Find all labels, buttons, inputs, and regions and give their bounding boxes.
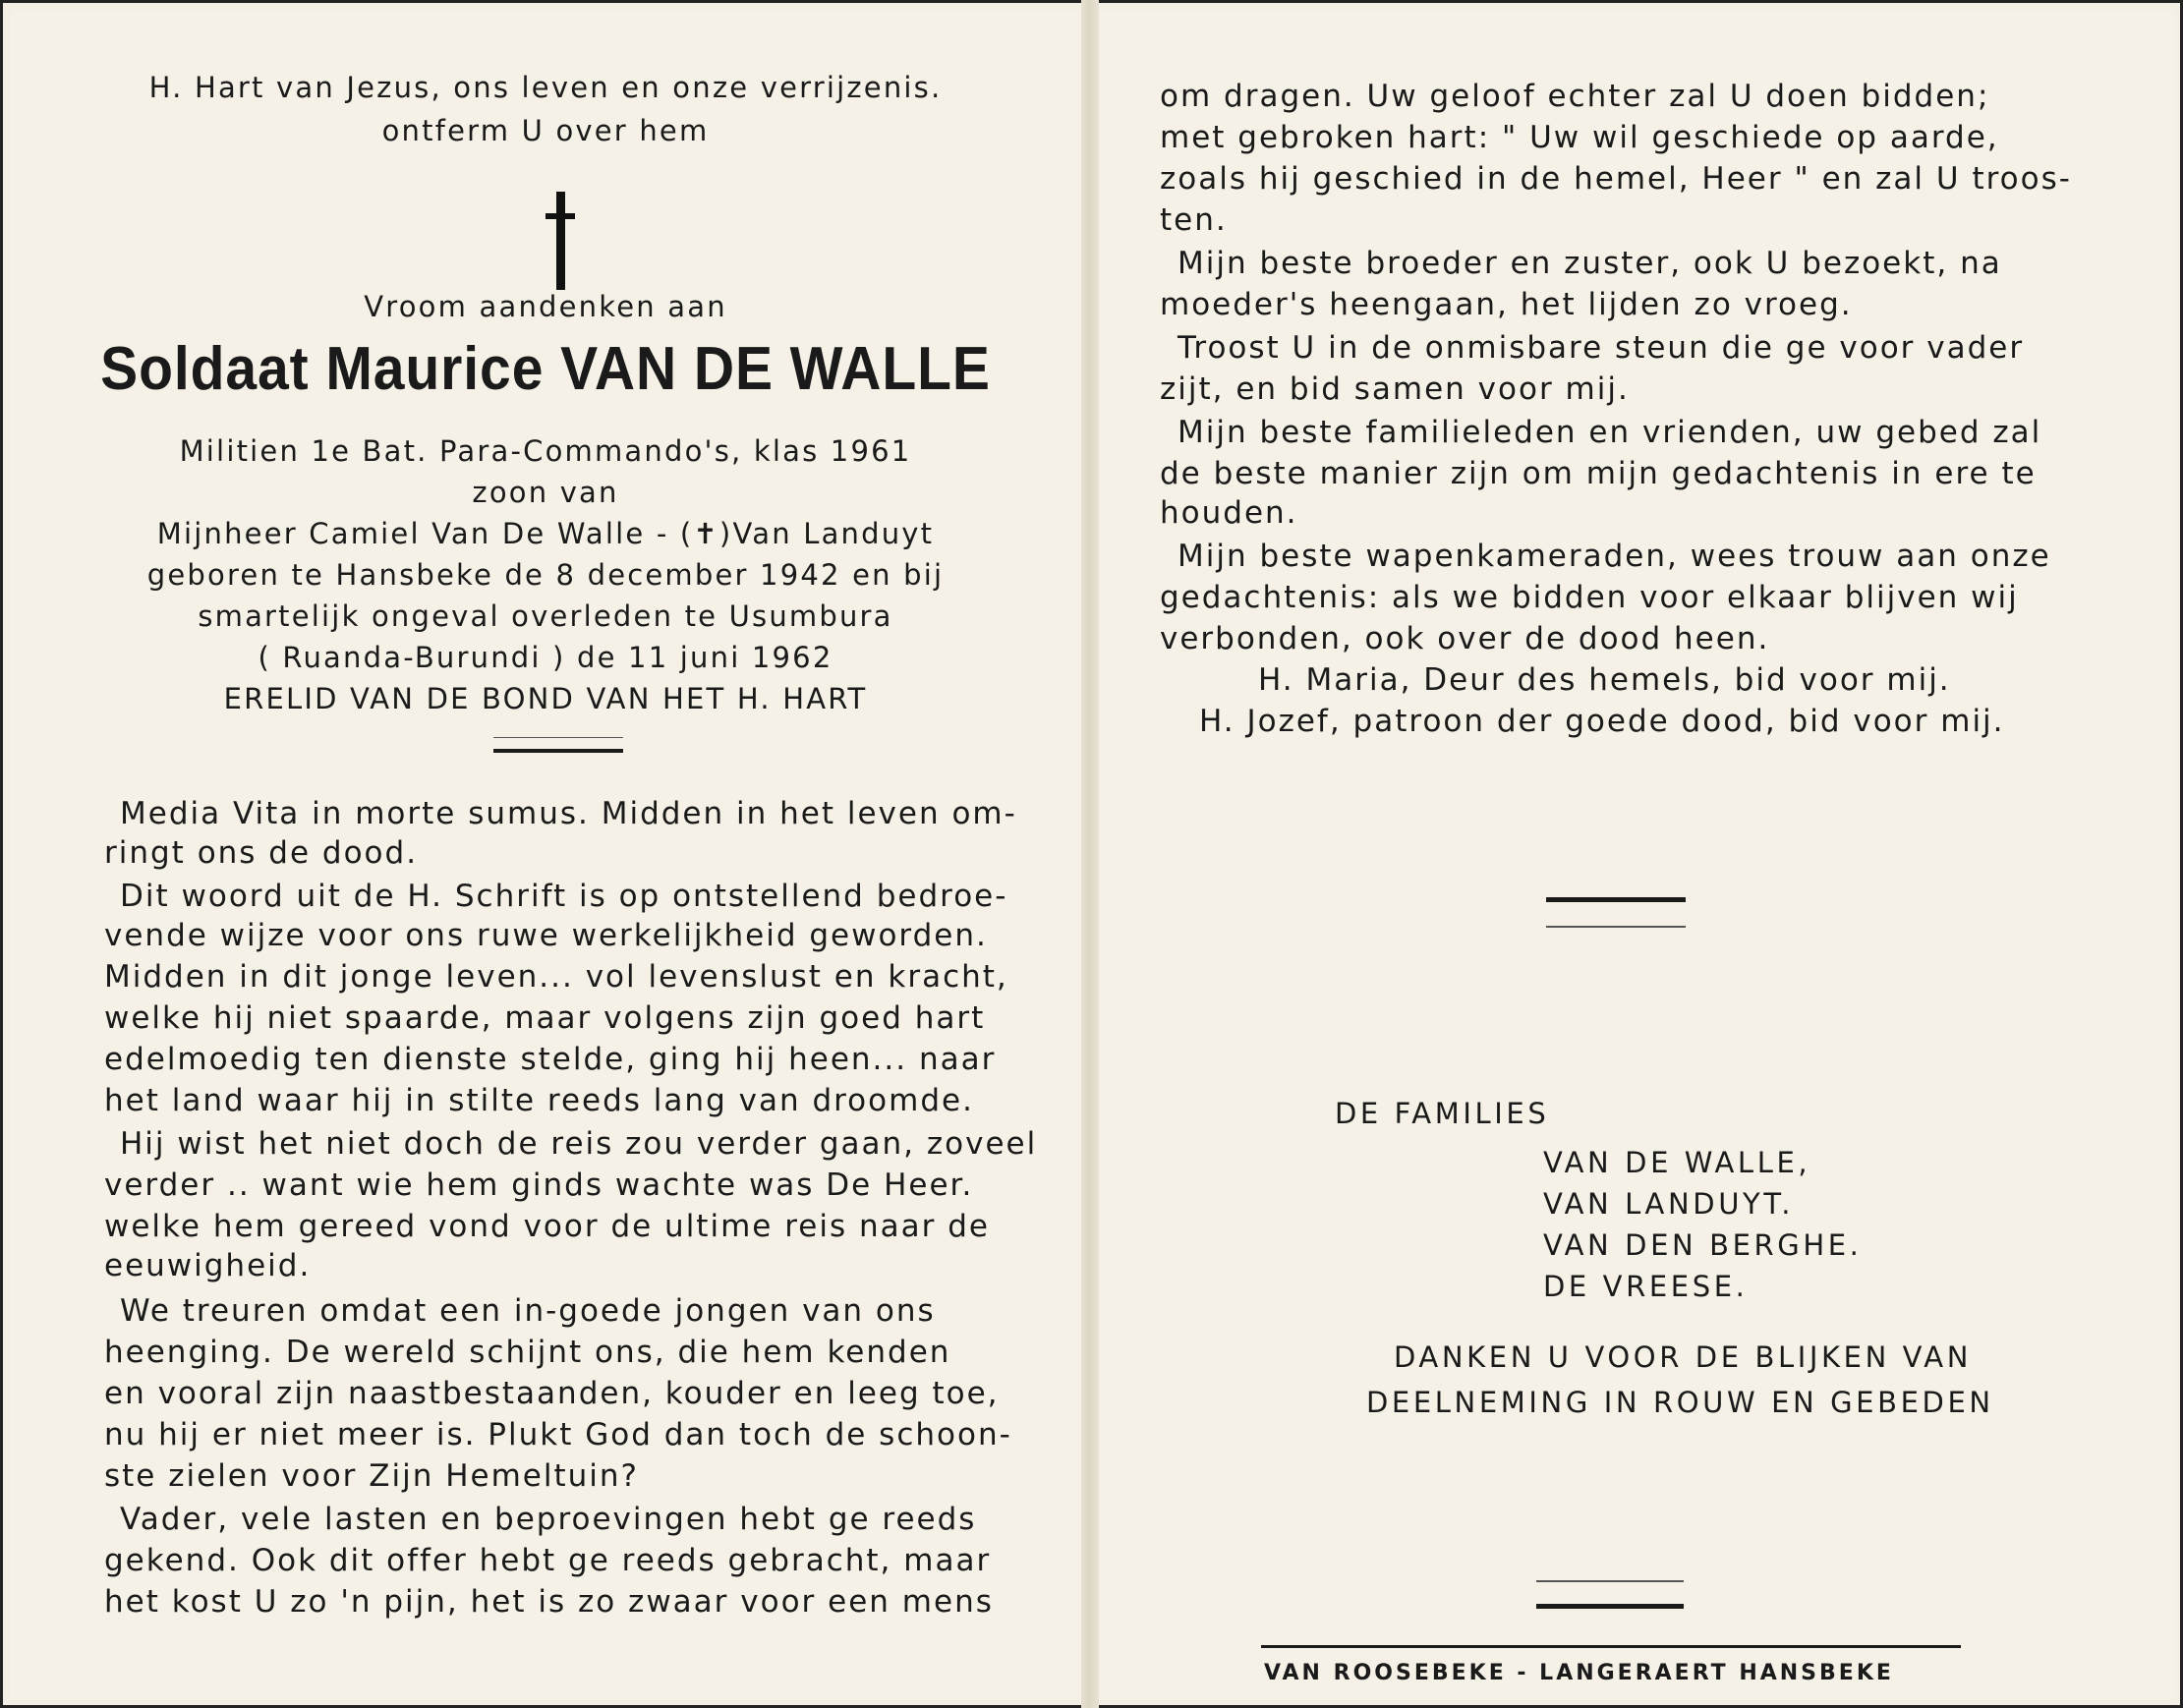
text-line: ste zielen voor Zijn Hemeltuin?: [104, 1458, 639, 1494]
divider-thin: [1536, 1580, 1684, 1582]
text-line: H. Jozef, patroon der goede dood, bid voor mij.: [1199, 704, 2005, 739]
divider: [493, 749, 623, 753]
invocation-line-2: ontferm U over hem: [381, 114, 710, 147]
detail-line-3: Mijnheer Camiel Van De Walle - (✝)Van Landuyt: [156, 517, 935, 550]
printer-imprint: VAN ROOSEBEKE - LANGERAERT HANSBEKE: [1264, 1661, 1894, 1685]
text-line: het land waar hij in stilte reeds lang van droomde.: [104, 1083, 974, 1118]
text-line: zijt, en bid samen voor mij.: [1160, 371, 1630, 407]
text-line: Mijn beste wapenkameraden, wees trouw aan onze: [1178, 539, 2051, 574]
family-name: VAN DEN BERGHE.: [1543, 1228, 1863, 1262]
text-line: Vader, vele lasten en beproevingen hebt ge reeds: [120, 1502, 977, 1537]
cross-icon: [546, 192, 575, 290]
family-name: VAN LANDUYT.: [1543, 1187, 1795, 1221]
intro-text: Vroom aandenken aan: [364, 290, 727, 323]
page-fold: [1081, 0, 1099, 1708]
detail-line-4: geboren te Hansbeke de 8 december 1942 en bij: [146, 558, 945, 592]
thanks-line-2: DEELNEMING IN ROUW EN GEBEDEN: [1366, 1386, 1994, 1419]
text-line: de beste manier zijn om mijn gedachtenis in ere te: [1160, 456, 2037, 491]
text-line: met gebroken hart: " Uw wil geschiede op aarde,: [1160, 120, 1999, 155]
text-line: Mijn beste familieleden en vrienden, uw gebed zal: [1178, 415, 2042, 450]
text-line: gekend. Ook dit offer hebt ge reeds gebracht, maar: [104, 1543, 992, 1578]
text-line: Troost U in de onmisbare steun die ge voor vader: [1178, 330, 2025, 366]
detail-line-7: ERELID VAN DE BOND VAN HET H. HART: [223, 682, 868, 715]
text-line: heenging. De wereld schijnt ons, die hem kenden: [104, 1335, 951, 1370]
printer-rule: [1261, 1645, 1961, 1648]
text-line: edelmoedig ten dienste stelde, ging hij heen... naar: [104, 1042, 997, 1077]
text-line: zoals hij geschied in de hemel, Heer " en zal U troos-: [1160, 161, 2072, 197]
text-line: het kost U zo 'n pijn, het is zo zwaar voor een mens: [104, 1584, 994, 1620]
text-line: Mijn beste broeder en zuster, ook U bezoekt, na: [1178, 246, 2002, 281]
text-line: gedachtenis: als we bidden voor elkaar blijven wij: [1160, 580, 2019, 615]
divider-thin: [493, 737, 623, 738]
left-page: [10, 10, 1081, 1700]
text-line: verbonden, ook over de dood heen.: [1160, 621, 1770, 656]
text-line: eeuwigheid.: [104, 1248, 312, 1283]
text-line: en vooral zijn naastbestaanden, kouder en leeg toe,: [104, 1376, 1000, 1411]
text-line: Hij wist het niet doch de reis zou verder gaan, zoveel: [120, 1126, 1038, 1162]
families-heading: DE FAMILIES: [1335, 1097, 1550, 1130]
text-line: verder .. want wie hem ginds wachte was De Heer.: [104, 1167, 974, 1203]
text-line: houden.: [1160, 495, 1298, 531]
text-line: Media Vita in morte sumus. Midden in het leven om-: [120, 796, 1017, 831]
family-name: DE VREESE.: [1543, 1270, 1749, 1303]
text-line: welke hij niet spaarde, maar volgens zijn goed hart: [104, 1000, 986, 1036]
text-line: ten.: [1160, 202, 1228, 238]
detail-line-6: ( Ruanda-Burundi ) de 11 juni 1962: [258, 641, 833, 674]
text-line: We treuren omdat een in-goede jongen van ons: [120, 1293, 936, 1329]
divider: [1536, 1604, 1684, 1609]
invocation-line-1: H. Hart van Jezus, ons leven en onze verrijzenis.: [148, 71, 943, 104]
detail-line-1: Militien 1e Bat. Para-Commando's, klas 1961: [179, 434, 912, 468]
text-line: vende wijze voor ons ruwe werkelijkheid geworden.: [104, 918, 988, 953]
text-line: ringt ons de dood.: [104, 835, 419, 871]
text-line: welke hem gereed vond voor de ultime reis naar de: [104, 1209, 990, 1244]
text-line: moeder's heengaan, het lijden zo vroeg.: [1160, 287, 1853, 322]
thanks-line-1: DANKEN U VOOR DE BLIJKEN VAN: [1394, 1340, 1972, 1374]
divider-thin: [1546, 926, 1686, 928]
text-line: om dragen. Uw geloof echter zal U doen bidden;: [1160, 79, 1990, 114]
right-page: [1099, 10, 2175, 1700]
detail-line-2: zoon van: [472, 476, 619, 509]
deceased-name: Soldaat Maurice VAN DE WALLE: [100, 335, 991, 403]
text-line: nu hij er niet meer is. Plukt God dan toch de schoon-: [104, 1417, 1012, 1452]
text-line: Dit woord uit de H. Schrift is op ontstellend bedroe-: [120, 879, 1008, 914]
divider: [1546, 897, 1686, 902]
text-line: H. Maria, Deur des hemels, bid voor mij.: [1258, 662, 1951, 698]
text-line: Midden in dit jonge leven... vol levenslust en kracht,: [104, 959, 1008, 995]
card-border-left: [0, 0, 3, 1708]
family-name: VAN DE WALLE,: [1543, 1146, 1811, 1179]
detail-line-5: smartelijk ongeval overleden te Usumbura: [198, 599, 893, 633]
